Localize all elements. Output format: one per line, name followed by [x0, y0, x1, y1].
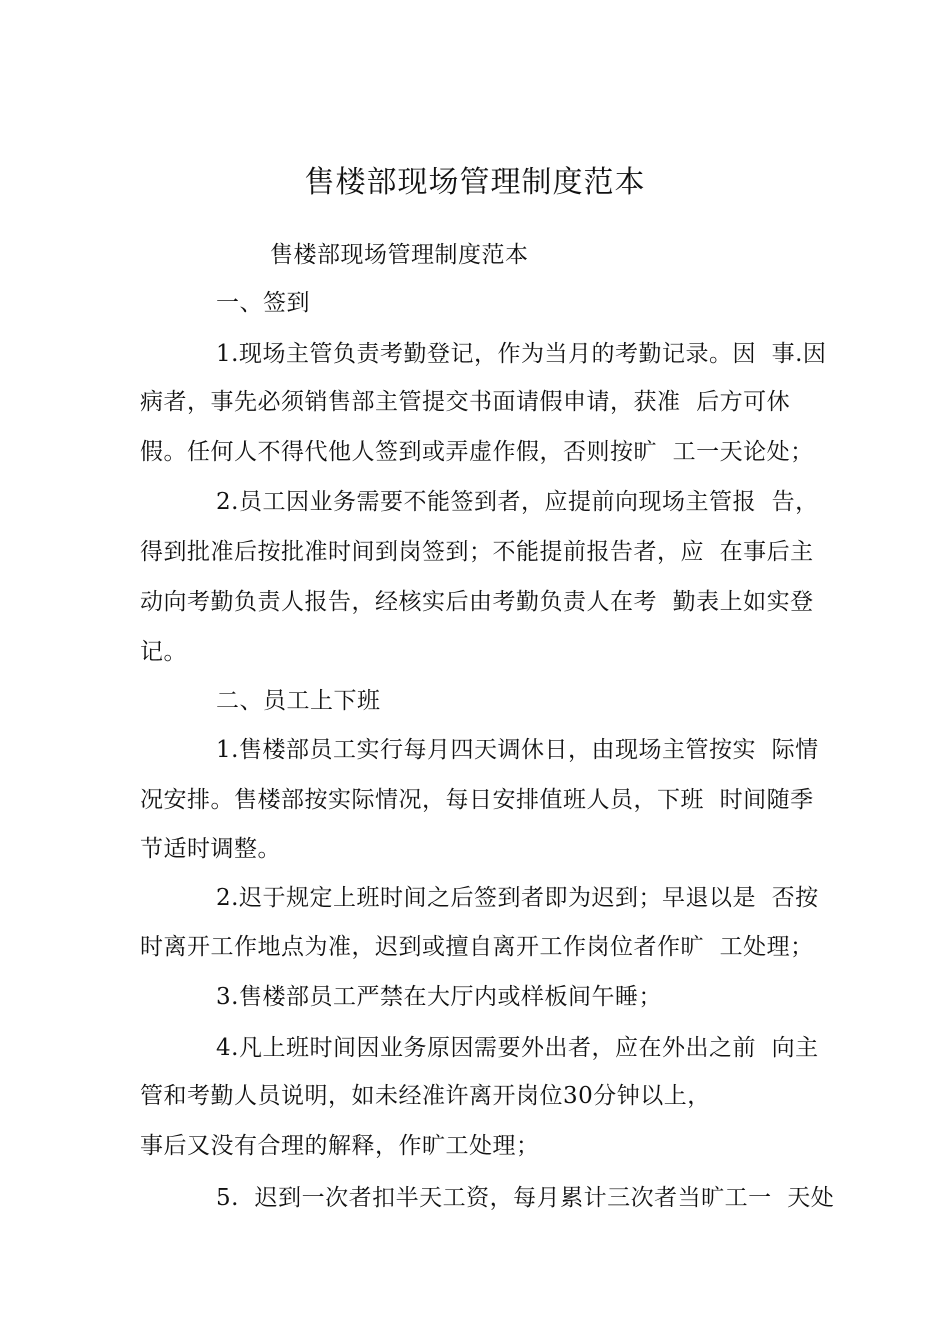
paragraph-line: 得到批准后按批准时间到岗签到；不能提前报告者，应 在事后主 — [140, 539, 814, 565]
paragraph-line: 时离开工作地点为准，迟到或擅自离开工作岗位者作旷 工处理； — [140, 934, 814, 960]
paragraph-line: 管和考勤人员说明，如未经准许离开岗位30分钟以上， — [140, 1083, 711, 1109]
paragraph-line: 1.售楼部员工实行每月四天调休日，由现场主管按实 际情 — [216, 737, 819, 763]
paragraph-line: 4.凡上班时间因业务原因需要外出者，应在外出之前 向主 — [216, 1035, 819, 1061]
section-heading-work-hours: 二、员工上下班 — [216, 688, 381, 714]
paragraph-line: 记。 — [140, 639, 187, 665]
paragraph-line: 况安排。售楼部按实际情况，每日安排值班人员，下班 时间随季 — [140, 787, 814, 813]
paragraph-line: 3.售楼部员工严禁在大厅内或样板间午睡； — [216, 984, 662, 1010]
paragraph-line: 假。任何人不得代他人签到或弄虚作假，否则按旷 工一天论处； — [140, 439, 814, 465]
section-heading-signin: 一、签到 — [216, 290, 310, 316]
paragraph-line: 动向考勤负责人报告，经核实后由考勤负责人在考 勤表上如实登 — [140, 589, 814, 615]
paragraph-line: 1.现场主管负责考勤登记，作为当月的考勤记录。因 事.因 — [216, 341, 827, 367]
paragraph-line: 节适时调整。 — [140, 836, 281, 862]
paragraph-line: 病者，事先必须销售部主管提交书面请假申请，获准 后方可休 — [140, 389, 791, 415]
paragraph-line: 5. 迟到一次者扣半天工资，每月累计三次者当旷工一 天处 — [216, 1185, 835, 1211]
document-subtitle: 售楼部现场管理制度范本 — [270, 242, 529, 268]
paragraph-line: 2.员工因业务需要不能签到者，应提前向现场主管报 告， — [216, 489, 819, 515]
paragraph-line: 2.迟于规定上班时间之后签到者即为迟到；早退以是 否按 — [216, 885, 819, 911]
paragraph-line: 事后又没有合理的解释，作旷工处理； — [140, 1133, 540, 1159]
document-title: 售楼部现场管理制度范本 — [304, 165, 646, 200]
